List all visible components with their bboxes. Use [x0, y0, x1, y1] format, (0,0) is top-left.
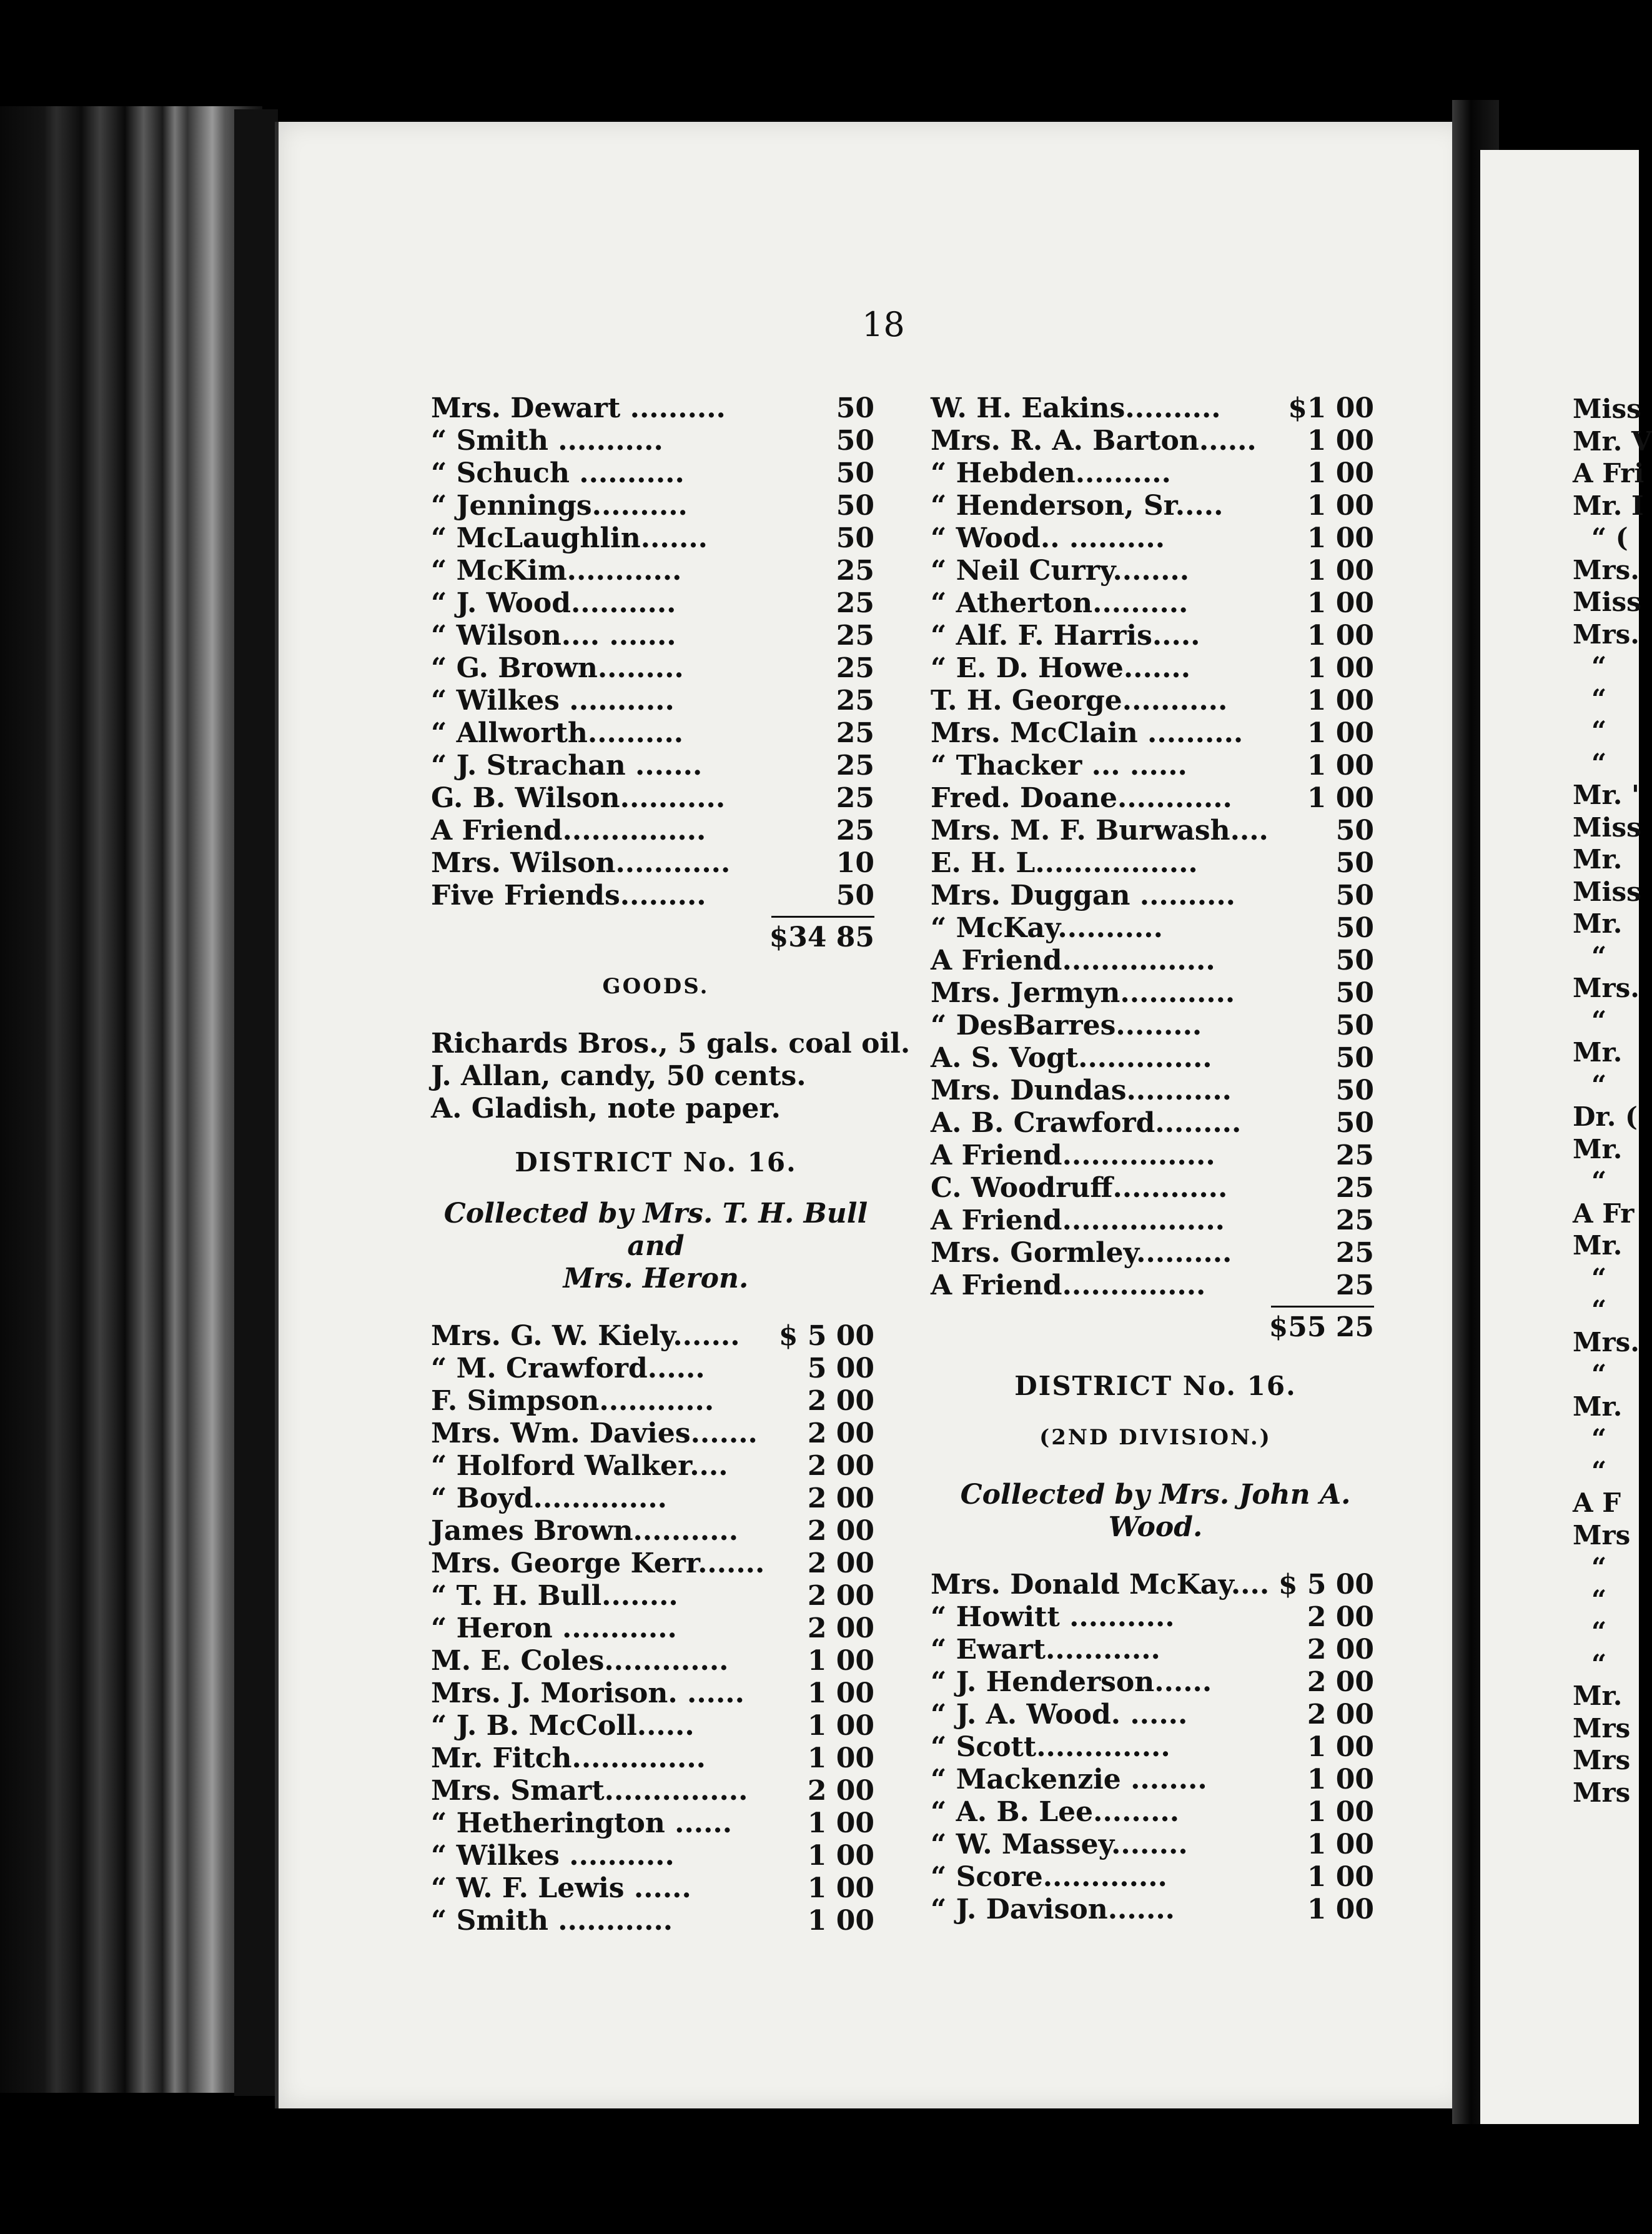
donation-amount: 50: [1335, 1042, 1374, 1074]
donor-name: “ Wilson.... .......: [431, 620, 676, 652]
donor-row: [431, 1515, 881, 1547]
right-total-row: [931, 1311, 1380, 1349]
donation-amount: 2 00: [807, 1775, 874, 1807]
next-page-fragment: “: [1591, 1262, 1607, 1293]
donor-row: [431, 1353, 881, 1385]
donor-row: [431, 750, 881, 782]
donor-row: [931, 620, 1380, 652]
donation-amount: 2 00: [807, 1482, 874, 1514]
donor-name: “ Mackenzie ........: [931, 1764, 1207, 1795]
next-page-fragment: “: [1591, 1616, 1607, 1647]
donor-row: [431, 1385, 881, 1417]
donation-amount: 1 00: [807, 1807, 874, 1839]
donor-row: [931, 522, 1380, 555]
next-page-fragment: “ (: [1591, 522, 1628, 553]
sum-rule: [1271, 1306, 1374, 1308]
next-page-fragment: Mrs.: [1573, 618, 1640, 650]
donor-name: “ Heron ............: [431, 1612, 677, 1644]
donor-name: “ G. Brown.........: [431, 652, 684, 684]
donation-amount: $ 5 00: [1278, 1569, 1374, 1601]
donor-row: [431, 1872, 881, 1905]
donation-amount: 1 00: [1307, 717, 1374, 749]
donation-amount: 2 00: [1307, 1699, 1374, 1730]
left-column: [431, 392, 911, 1937]
donation-amount: 50: [836, 457, 874, 489]
donor-name: “ E. D. Howe.......: [931, 652, 1191, 684]
donor-name: “ W. F. Lewis ......: [431, 1872, 691, 1904]
donor-row: [931, 1699, 1380, 1731]
next-page-fragment: A Fr: [1573, 1198, 1635, 1229]
donor-name: Fred. Doane............: [931, 782, 1232, 814]
donor-row: [931, 1075, 1380, 1107]
donation-amount: 25: [1335, 1269, 1374, 1301]
donation-amount: 50: [1335, 1010, 1374, 1041]
next-page-fragment: “: [1591, 1166, 1607, 1196]
donation-amount: 50: [1335, 977, 1374, 1009]
donation-amount: $ 5 00: [778, 1320, 874, 1352]
donation-amount: 25: [836, 782, 874, 814]
next-page-fragment: A Fri: [1573, 458, 1645, 489]
next-page-fragment: “: [1591, 1584, 1607, 1615]
next-page-fragment: “: [1591, 1552, 1607, 1582]
donor-name: A Friend...............: [931, 1269, 1206, 1301]
donor-name: “ Wood.. ..........: [931, 522, 1165, 554]
donor-name: G. B. Wilson...........: [431, 782, 726, 814]
donation-amount: 50: [1335, 945, 1374, 976]
donor-name: Mrs. Wilson............: [431, 847, 731, 879]
donation-amount: 1 00: [1307, 652, 1374, 684]
donation-amount: 1 00: [807, 1840, 874, 1872]
next-page-fragment: Mrs: [1573, 1712, 1631, 1744]
donation-amount: 2 00: [807, 1385, 874, 1417]
donor-row: [431, 1482, 881, 1515]
donor-name: A. S. Vogt..............: [931, 1042, 1212, 1074]
next-page-fragment: Miss: [1573, 876, 1641, 907]
donor-row: [431, 717, 881, 750]
donation-amount: 50: [836, 392, 874, 424]
donor-name: “ M. Crawford......: [431, 1353, 705, 1384]
donor-row: [931, 912, 1380, 945]
donor-name: A. B. Crawford.........: [931, 1107, 1242, 1139]
book-edge-left: [0, 106, 262, 2093]
donation-amount: 1 00: [1307, 457, 1374, 489]
donation-amount: 2 00: [1307, 1601, 1374, 1633]
left-collected-by: Collected by Mrs. T. H. Bull and Mrs. Heron.: [443, 1198, 868, 1294]
donor-row: [431, 457, 881, 490]
donor-name: Mrs. M. F. Burwash....: [931, 815, 1269, 846]
next-page-fragment: Mrs.: [1573, 1326, 1640, 1358]
donor-row: [431, 1677, 881, 1710]
sum-rule: [771, 916, 874, 918]
donation-amount: 50: [836, 880, 874, 911]
donation-amount: 2 00: [807, 1450, 874, 1482]
donor-row: [431, 1905, 881, 1937]
next-page-fragment: Mrs: [1573, 1777, 1631, 1808]
donor-name: “ J. Wood...........: [431, 587, 676, 619]
next-page-fragment: Mr.: [1573, 1391, 1623, 1422]
donor-row: [431, 555, 881, 587]
book-spine: [234, 109, 278, 2096]
next-page-fragment: “: [1591, 1005, 1607, 1036]
donor-row: [931, 1569, 1380, 1601]
donation-amount: 50: [1335, 912, 1374, 944]
donation-amount: 1 00: [1307, 587, 1374, 619]
donor-row: [931, 685, 1380, 717]
donor-row: [931, 977, 1380, 1010]
donation-amount: 1 00: [1307, 490, 1374, 522]
donor-name: W. H. Eakins..........: [931, 392, 1221, 424]
goods-heading: GOODS.: [602, 974, 710, 999]
donor-name: “ McLaughlin.......: [431, 522, 708, 554]
donor-row: [431, 1710, 881, 1742]
donor-name: Five Friends.........: [431, 880, 706, 911]
next-page-fragment: “: [1591, 940, 1607, 971]
next-page-edge: [1480, 150, 1652, 2124]
donation-amount: 25: [836, 587, 874, 619]
donor-name: Mrs. McClain ..........: [931, 717, 1244, 749]
donor-name: James Brown...........: [431, 1515, 739, 1547]
donor-name: “ Boyd..............: [431, 1482, 667, 1514]
donor-name: “ T. H. Bull........: [431, 1580, 678, 1612]
donation-amount: 1 00: [1307, 1829, 1374, 1860]
next-page-fragment: Mr. I: [1573, 490, 1644, 521]
donor-name: A Friend...............: [431, 815, 706, 846]
donor-row: [931, 847, 1380, 880]
donor-name: “ Wilkes ...........: [431, 685, 675, 717]
next-page-fragment: A F: [1573, 1487, 1621, 1518]
donor-row: [931, 392, 1380, 425]
donor-row: [931, 555, 1380, 587]
donation-amount: 25: [1335, 1172, 1374, 1204]
donation-amount: 1 00: [1307, 782, 1374, 814]
donor-name: C. Woodruff............: [931, 1172, 1228, 1204]
right-donor-list-2: [931, 1569, 1380, 1926]
donation-amount: 1 00: [1307, 555, 1374, 587]
donation-amount: 1 00: [807, 1905, 874, 1937]
donor-row: [431, 1807, 881, 1840]
donor-name: “ Thacker ... ......: [931, 750, 1187, 782]
donor-name: Mrs. Jermyn............: [931, 977, 1235, 1009]
donor-name: “ Allworth..........: [431, 717, 684, 749]
donation-amount: 25: [836, 815, 874, 846]
donor-row: [931, 1731, 1380, 1764]
donor-name: F. Simpson............: [431, 1385, 715, 1417]
donor-row: [931, 782, 1380, 815]
donor-name: Mrs. Dundas...........: [931, 1075, 1232, 1106]
donor-row: [931, 652, 1380, 685]
donation-amount: 2 00: [1307, 1634, 1374, 1666]
donor-row: [431, 880, 881, 912]
goods-list: [431, 1028, 911, 1125]
donor-name: “ Score.............: [931, 1861, 1167, 1893]
donation-amount: 1 00: [1307, 1894, 1374, 1925]
next-page-fragment: Mr.: [1573, 1680, 1623, 1711]
donor-name: “ J. A. Wood. ......: [931, 1699, 1188, 1730]
donor-name: “ Holford Walker....: [431, 1450, 728, 1482]
right-donor-list-1: [931, 392, 1380, 1302]
right-district-heading: DISTRICT No. 16.: [1014, 1371, 1297, 1401]
donation-amount: 1 00: [1307, 425, 1374, 457]
donor-row: [931, 1204, 1380, 1237]
next-page-fragment: Mrs: [1573, 1519, 1631, 1551]
donation-amount: 1 00: [807, 1710, 874, 1742]
next-page-fragment: Mrs.: [1573, 554, 1640, 585]
donor-name: Mrs. Duggan ..........: [931, 880, 1235, 911]
donor-name: M. E. Coles.............: [431, 1645, 729, 1677]
donation-amount: 50: [836, 490, 874, 522]
next-page-fragment: Mr.: [1573, 1133, 1623, 1164]
donation-amount: 2 00: [807, 1612, 874, 1644]
next-page-fragment: Mr.: [1573, 1037, 1623, 1068]
donor-name: Mrs. Gormley..........: [931, 1237, 1232, 1269]
donor-row: [431, 1320, 881, 1353]
donor-row: [431, 490, 881, 522]
donation-amount: 1 00: [807, 1677, 874, 1709]
donor-row: [431, 1775, 881, 1807]
donor-row: [931, 490, 1380, 522]
donation-amount: 2 00: [807, 1547, 874, 1579]
donor-name: “ DesBarres.........: [931, 1010, 1202, 1041]
left-total-row: [431, 921, 881, 959]
next-page-fragment: Mrs.: [1573, 973, 1640, 1003]
donor-row: [431, 1645, 881, 1677]
donor-row: [431, 1612, 881, 1645]
donor-row: [931, 1010, 1380, 1042]
donor-row: [431, 522, 881, 555]
donation-amount: 1 00: [1307, 1731, 1374, 1763]
donor-row: [931, 750, 1380, 782]
donation-amount: 25: [836, 750, 874, 782]
donation-amount: 50: [1335, 1075, 1374, 1106]
donor-name: “ Schuch ...........: [431, 457, 685, 489]
next-page-fragment: “: [1591, 1294, 1607, 1325]
donor-name: Mrs. G. W. Kiely.......: [431, 1320, 740, 1352]
donation-amount: 50: [1335, 880, 1374, 911]
next-page-fragment: Mr.: [1573, 908, 1623, 939]
donor-row: [431, 782, 881, 815]
next-page-fragment: “: [1591, 715, 1607, 746]
next-page-fragment: “: [1591, 1069, 1607, 1100]
right-collected-by: Collected by Mrs. John A. Wood.: [960, 1479, 1351, 1543]
donor-name: Mr. Fitch..............: [431, 1742, 706, 1774]
donor-name: A Friend.................: [931, 1204, 1225, 1236]
donation-amount: 1 00: [1307, 1796, 1374, 1828]
next-page-fragment: Dr. (: [1573, 1101, 1638, 1132]
donation-amount: 50: [1335, 815, 1374, 846]
donor-row: [431, 1417, 881, 1450]
donor-name: “ McKay...........: [931, 912, 1163, 944]
donation-amount: 50: [836, 425, 874, 457]
next-page-fragment: Mr. ': [1573, 780, 1640, 810]
donor-row: [931, 425, 1380, 457]
donor-row: [431, 815, 881, 847]
next-page-fragment: “: [1591, 1455, 1607, 1486]
donor-row: [431, 1547, 881, 1580]
donor-name: Mrs. Dewart ..........: [431, 392, 726, 424]
donor-row: [431, 652, 881, 685]
donor-row: [931, 457, 1380, 490]
donor-name: Mrs. R. A. Barton......: [931, 425, 1257, 457]
next-page-fragment: “: [1591, 747, 1607, 778]
next-page-fragment: Mr.: [1573, 844, 1623, 875]
goods-item: J. Allan, candy, 50 cents.: [431, 1060, 806, 1092]
donor-row: [931, 880, 1380, 912]
right-column: [931, 392, 1380, 1926]
page-number: 18: [862, 305, 905, 344]
donor-row: [931, 1764, 1380, 1796]
donation-amount: 25: [836, 620, 874, 652]
donor-row: [931, 815, 1380, 847]
next-page-fragment: Miss: [1573, 394, 1641, 424]
donation-amount: 50: [1335, 1107, 1374, 1139]
left-donor-list-1: [431, 392, 881, 912]
donation-amount: 1 00: [1307, 750, 1374, 782]
donor-row: [431, 1742, 881, 1775]
donor-name: “ Alf. F. Harris.....: [931, 620, 1200, 652]
donor-name: E. H. L.................: [931, 847, 1198, 879]
donation-amount: 25: [836, 685, 874, 717]
next-page-fragment: Mrs: [1573, 1745, 1631, 1775]
donation-amount: 25: [1335, 1204, 1374, 1236]
donor-name: Mrs. Donald McKay....: [931, 1569, 1270, 1601]
donor-row: [931, 1042, 1380, 1075]
donation-amount: 10: [836, 847, 874, 879]
division-heading: (2ND DIVISION.): [1039, 1425, 1272, 1450]
donor-row: [431, 1580, 881, 1612]
donor-name: “ Atherton..........: [931, 587, 1189, 619]
donor-name: “ W. Massey........: [931, 1829, 1188, 1860]
donor-name: “ Smith ...........: [431, 425, 663, 457]
left-donor-list-2: [431, 1320, 881, 1937]
donation-amount: 25: [836, 652, 874, 684]
left-total-amount: $34 85: [769, 921, 874, 953]
next-page-fragment: Mr.: [1573, 1230, 1623, 1261]
donor-row: [931, 1237, 1380, 1269]
donor-row: [931, 1829, 1380, 1861]
donor-row: [431, 620, 881, 652]
donation-amount: 1 00: [807, 1872, 874, 1904]
next-page-fragment: Miss: [1573, 587, 1641, 617]
donation-amount: 1 00: [1307, 1764, 1374, 1795]
donor-row: [931, 1172, 1380, 1204]
donation-amount: 2 00: [807, 1417, 874, 1449]
donor-row: [931, 1666, 1380, 1699]
donor-row: [931, 1894, 1380, 1926]
donor-name: “ Henderson, Sr.....: [931, 490, 1224, 522]
donation-amount: 1 00: [807, 1742, 874, 1774]
donor-row: [931, 1634, 1380, 1666]
donor-name: Mrs. Smart...............: [431, 1775, 748, 1807]
donation-amount: 2 00: [807, 1515, 874, 1547]
donation-amount: 1 00: [1307, 522, 1374, 554]
donor-row: [431, 587, 881, 620]
donation-amount: 1 00: [1307, 685, 1374, 717]
next-page-fragment: “: [1591, 1423, 1607, 1454]
donor-name: “ J. Henderson......: [931, 1666, 1212, 1698]
donor-name: “ Ewart............: [931, 1634, 1160, 1666]
donor-name: “ Jennings..........: [431, 490, 688, 522]
right-total-amount: $55 25: [1269, 1311, 1374, 1343]
donation-amount: 1 00: [1307, 620, 1374, 652]
donor-row: [931, 1861, 1380, 1894]
donor-name: “ A. B. Lee.........: [931, 1796, 1180, 1828]
left-district-heading: DISTRICT No. 16.: [515, 1147, 797, 1178]
donor-row: [431, 392, 881, 425]
donor-row: [431, 425, 881, 457]
donation-amount: 2 00: [807, 1580, 874, 1612]
goods-item: A. Gladish, note paper.: [431, 1093, 781, 1124]
donor-row: [931, 945, 1380, 977]
goods-item: Richards Bros., 5 gals. coal oil.: [431, 1028, 911, 1060]
donor-row: [431, 1840, 881, 1872]
donor-name: “ J. Strachan .......: [431, 750, 703, 782]
donor-row: [931, 587, 1380, 620]
donor-row: [931, 1269, 1380, 1302]
donor-row: [431, 1450, 881, 1482]
donor-row: [931, 717, 1380, 750]
donor-row: [931, 1139, 1380, 1172]
donor-name: “ Hetherington ......: [431, 1807, 733, 1839]
donor-row: [431, 685, 881, 717]
donor-name: “ Howitt ...........: [931, 1601, 1175, 1633]
next-page-fragment: Miss: [1573, 812, 1641, 843]
donation-amount: 25: [1335, 1237, 1374, 1269]
donor-name: “ Smith ............: [431, 1905, 673, 1937]
donation-amount: 1 00: [1307, 1861, 1374, 1893]
donation-amount: 50: [1335, 847, 1374, 879]
donor-name: “ J. Davison.......: [931, 1894, 1175, 1925]
donor-name: T. H. George...........: [931, 685, 1228, 717]
donor-name: “ Hebden..........: [931, 457, 1171, 489]
donation-amount: 25: [836, 717, 874, 749]
next-page-fragment: “: [1591, 1359, 1607, 1389]
next-page-fragment: “: [1591, 651, 1607, 682]
donor-row: [931, 1107, 1380, 1139]
donation-amount: $1 00: [1288, 392, 1374, 424]
donation-amount: 25: [1335, 1139, 1374, 1171]
next-page-fragment: “: [1591, 683, 1607, 714]
donor-row: [931, 1796, 1380, 1829]
donation-amount: 2 00: [1307, 1666, 1374, 1698]
donation-amount: 5 00: [807, 1353, 874, 1384]
next-page-fragment: “: [1591, 1648, 1607, 1679]
donor-name: Mrs. J. Morison. ......: [431, 1677, 744, 1709]
next-page-fragment: Mr. V: [1573, 425, 1652, 457]
donation-amount: 1 00: [807, 1645, 874, 1677]
donor-name: “ Wilkes ...........: [431, 1840, 675, 1872]
donor-name: “ J. B. McColl......: [431, 1710, 695, 1742]
donor-name: “ Neil Curry........: [931, 555, 1190, 587]
donor-name: A Friend................: [931, 1139, 1215, 1171]
donor-name: A Friend................: [931, 945, 1215, 976]
donation-amount: 50: [836, 522, 874, 554]
donor-name: Mrs. George Kerr.......: [431, 1547, 765, 1579]
donor-name: “ McKim............: [431, 555, 682, 587]
donor-row: [431, 847, 881, 880]
donation-amount: 25: [836, 555, 874, 587]
donor-row: [931, 1601, 1380, 1634]
donor-name: “ Scott..............: [931, 1731, 1170, 1763]
donor-name: Mrs. Wm. Davies.......: [431, 1417, 758, 1449]
